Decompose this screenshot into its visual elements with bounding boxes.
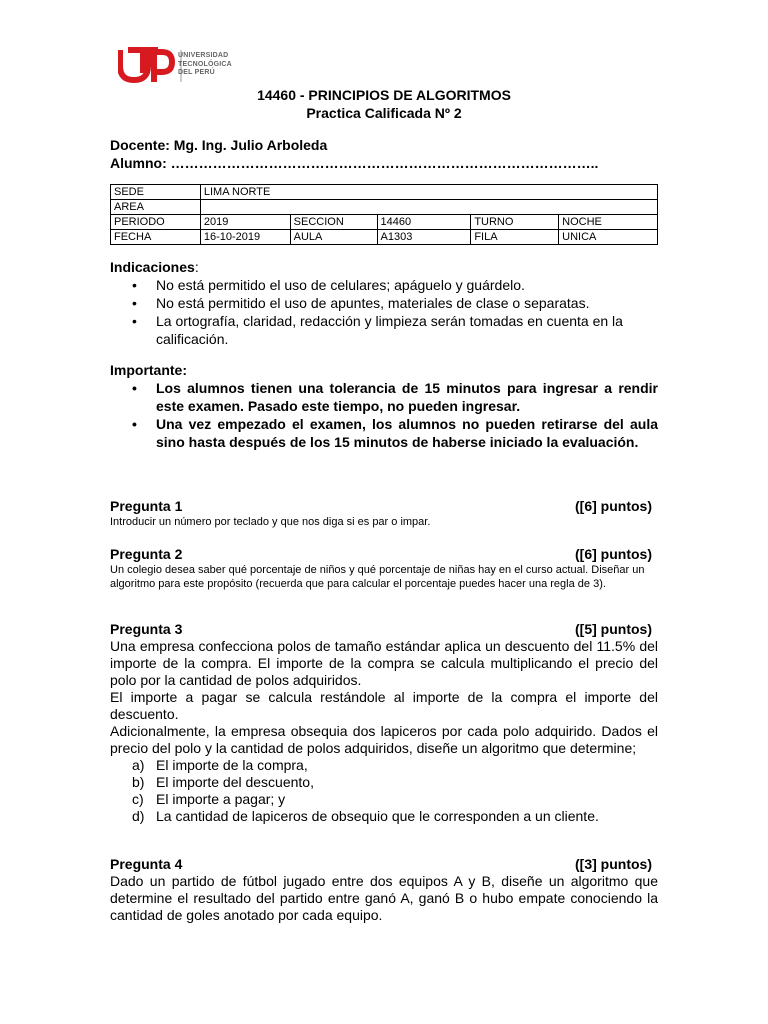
list-item: • La ortografía, claridad, redacción y limpieza serán tomadas en cuenta en la calificación. bbox=[156, 312, 658, 348]
importante-section bbox=[110, 361, 658, 451]
question-1 bbox=[110, 497, 658, 529]
indicaciones-title: Indicaciones: bbox=[110, 259, 199, 275]
docente-line: Docente: Mg. Ing. Julio Arboleda bbox=[110, 137, 328, 153]
question-points: ([5] puntos) bbox=[575, 621, 652, 637]
table-row: AREA bbox=[111, 200, 658, 215]
importante-list bbox=[110, 379, 658, 451]
question-paragraph: Adicionalmente, la empresa obsequia dos lapiceros por cada polo adquirido. Dados el precio del polo y la cantidad de polos adquiridos, diseñe un algoritmo que determine; bbox=[110, 723, 658, 756]
list-item: • Una vez empezado el examen, los alumnos no pueden retirarse del aula sino hasta después de los 15 minutos de haberse iniciado la evaluación. bbox=[156, 415, 658, 451]
list-item: a) El importe de la compra, bbox=[132, 757, 308, 773]
list-item: b) El importe del descuento, bbox=[132, 774, 314, 790]
list-item: • Los alumnos tienen una tolerancia de 15 minutos para ingresar a rendir este examen. Pasado este tiempo, no pueden ingresar. bbox=[156, 379, 658, 415]
indicaciones-section bbox=[110, 258, 658, 348]
exam-line: Practica Calificada Nº 2 bbox=[306, 105, 462, 121]
question-header bbox=[110, 545, 658, 563]
question-text: Un colegio desea saber qué porcentaje de niños y qué porcentaje de niñas hay en el curso actual. Diseñar un algoritmo para este propósito (recuerda que para calcular el porcentaje puedes hacer una regla de 3). bbox=[110, 564, 645, 590]
table-row: FECHA 16-10-2019 AULA A1303 FILA UNICA bbox=[111, 230, 658, 245]
course-line: 14460 - PRINCIPIOS DE ALGORITMOS bbox=[257, 87, 511, 103]
document-title bbox=[110, 86, 658, 122]
table-row: SEDE LIMA NORTE bbox=[111, 185, 658, 200]
question-title: Pregunta 4 bbox=[110, 856, 183, 872]
question-2 bbox=[110, 545, 658, 591]
question-4 bbox=[110, 855, 658, 924]
importante-title: Importante: bbox=[110, 362, 187, 378]
exam-info-table bbox=[110, 184, 658, 245]
question-title: Pregunta 1 bbox=[110, 498, 183, 514]
question-points: ([6] puntos) bbox=[575, 546, 652, 562]
list-item: • No está permitido el uso de apuntes, materiales de clase o separatas. bbox=[156, 294, 658, 312]
alumno-line: Alumno: ……………………………………………………………………………….. bbox=[110, 155, 599, 171]
question-paragraph: El importe a pagar se calcula restándole al importe de la compra el importe del descuento. bbox=[110, 689, 658, 722]
indicaciones-list bbox=[110, 276, 658, 348]
question-text: Dado un partido de fútbol jugado entre dos equipos A y B, diseñe un algoritmo que determine el resultado del partido entre ganó A, ganó B o hubo empate conociendo la cantidad de goles anotado por cada equipo. bbox=[110, 873, 658, 923]
question-header bbox=[110, 855, 658, 873]
header-info bbox=[110, 136, 598, 172]
question-points: ([3] puntos) bbox=[575, 856, 652, 872]
list-item: d) La cantidad de lapiceros de obsequio que le corresponden a un cliente. bbox=[132, 808, 599, 824]
question-header bbox=[110, 497, 658, 515]
question-points: ([6] puntos) bbox=[575, 498, 652, 514]
question-header bbox=[110, 620, 658, 638]
question-title: Pregunta 2 bbox=[110, 546, 183, 562]
logo-text: UNIVERSIDAD TECNOLÓGICA DEL PERÚ bbox=[178, 52, 232, 76]
question-subitems bbox=[110, 757, 658, 825]
table-row: PERIODO 2019 SECCION 14460 TURNO NOCHE bbox=[111, 215, 658, 230]
question-title: Pregunta 3 bbox=[110, 621, 183, 637]
list-item: • No está permitido el uso de celulares; apáguelo y guárdelo. bbox=[156, 276, 658, 294]
question-paragraph: Una empresa confecciona polos de tamaño estándar aplica un descuento del 11.5% del importe de la compra. El importe de la compra se calcula multiplicando el precio del polo por la cantidad de polos adquiridos. bbox=[110, 638, 658, 688]
list-item: c) El importe a pagar; y bbox=[132, 791, 286, 807]
question-text: Introducir un número por teclado y que nos diga si es par o impar. bbox=[110, 516, 431, 528]
question-3 bbox=[110, 620, 658, 825]
